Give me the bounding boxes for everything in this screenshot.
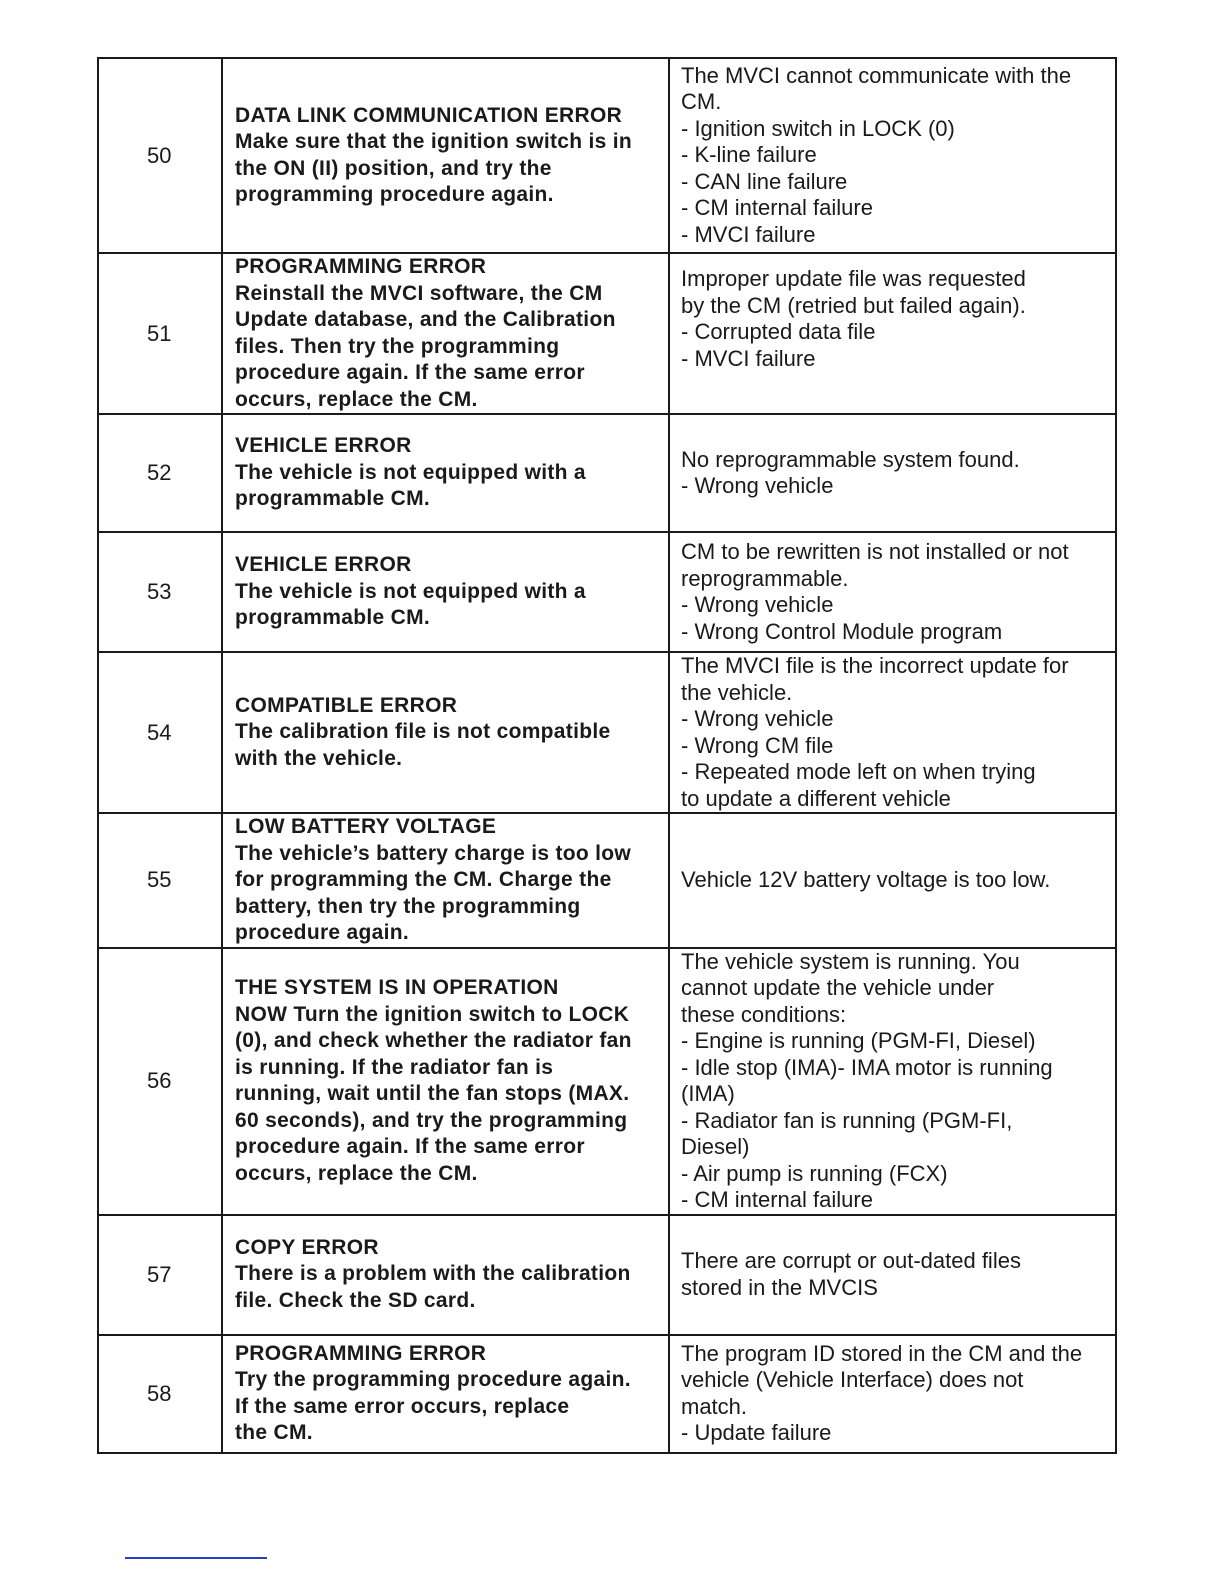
error-message [222, 414, 669, 532]
message-line: Try the programming procedure again. [235, 1368, 631, 1391]
cause-line: The vehicle system is running. You [681, 948, 1020, 974]
footer-divider [125, 1557, 267, 1559]
message-line: battery, then try the programming [235, 894, 581, 918]
error-code: 52 [98, 414, 222, 532]
error-cause [669, 532, 1116, 652]
error-code: 55 [98, 813, 222, 948]
message-line: procedure again. If the same error [235, 1135, 585, 1158]
message-line: for programming the CM. Charge the [235, 868, 612, 891]
error-code: 56 [98, 948, 222, 1215]
message-line: programming procedure again. [235, 183, 554, 206]
message-line: running, wait until the fan stops (MAX. [235, 1082, 630, 1105]
message-line: COMPATIBLE ERROR [235, 693, 458, 717]
message-line: VEHICLE ERROR [235, 553, 412, 577]
cause-line: by the CM (retried but failed again). [681, 292, 1026, 318]
message-line: DATA LINK COMMUNICATION ERROR [235, 103, 623, 127]
table-row [98, 813, 1116, 948]
error-message [222, 948, 669, 1215]
cause-line: The MVCI file is the incorrect update for [681, 653, 1069, 678]
error-code: 50 [98, 58, 222, 253]
message-line: 60 seconds), and try the programming [235, 1108, 628, 1132]
message-line: is running. If the radiator fan is [235, 1055, 554, 1079]
message-line: The vehicle’s battery charge is too low [235, 841, 632, 865]
error-code: 58 [98, 1335, 222, 1453]
message-line: If the same error occurs, replace [235, 1394, 570, 1418]
cause-line: - Radiator fan is running (PGM-FI, [681, 1107, 1013, 1133]
cause-line: - Repeated mode left on when trying [681, 759, 1036, 784]
error-cause [669, 948, 1116, 1215]
cause-line: - Wrong CM file [681, 732, 834, 758]
cause-line: - Engine is running (PGM-FI, Diesel) [681, 1028, 1036, 1053]
table-row [98, 948, 1116, 1215]
message-line: occurs, replace the CM. [235, 387, 478, 411]
cause-line: to update a different vehicle [681, 785, 951, 811]
message-line: procedure again. If the same error [235, 361, 585, 384]
cause-line: Improper update file was requested [681, 266, 1026, 291]
cause-line: - CM internal failure [681, 195, 873, 221]
error-cause [669, 813, 1116, 948]
message-line: programmable CM. [235, 487, 430, 511]
cause-line: vehicle (Vehicle Interface) does not [681, 1367, 1024, 1392]
table-row [98, 414, 1116, 532]
cause-line: - CM internal failure [681, 1187, 873, 1212]
cause-line: reprogrammable. [681, 565, 849, 591]
cause-line: - Wrong vehicle [681, 592, 834, 617]
message-line: files. Then try the programming [235, 334, 560, 358]
cause-line: - Wrong Control Module program [681, 618, 1003, 644]
error-message [222, 532, 669, 652]
error-cause [669, 253, 1116, 414]
error-cause [669, 1335, 1116, 1453]
error-code: 54 [98, 652, 222, 813]
error-message [222, 1215, 669, 1335]
cause-line: There are corrupt or out-dated files [681, 1248, 1021, 1273]
message-line: occurs, replace the CM. [235, 1161, 478, 1185]
error-code-table [97, 57, 1117, 1454]
table-row [98, 1215, 1116, 1335]
message-line: VEHICLE ERROR [235, 434, 412, 458]
cause-line: - K-line failure [681, 142, 817, 168]
message-line: Reinstall the MVCI software, the CM [235, 281, 603, 305]
cause-line: - Corrupted data file [681, 319, 876, 344]
cause-line: these conditions: [681, 1001, 847, 1027]
table-row [98, 532, 1116, 652]
table-row [98, 58, 1116, 253]
cause-line: - Idle stop (IMA)- IMA motor is running [681, 1054, 1053, 1080]
cause-line: - Update failure [681, 1420, 832, 1445]
message-line: PROGRAMMING ERROR [235, 255, 487, 278]
error-code: 51 [98, 253, 222, 414]
error-message [222, 58, 669, 253]
message-line: with the vehicle. [235, 746, 403, 770]
message-line: programmable CM. [235, 606, 430, 630]
message-line: COPY ERROR [235, 1235, 379, 1259]
cause-line: - MVCI failure [681, 345, 816, 371]
message-line: There is a problem with the calibration [235, 1262, 631, 1286]
error-cause [669, 414, 1116, 532]
cause-line: CM to be rewritten is not installed or not [681, 539, 1069, 564]
cause-line: CM. [681, 89, 722, 115]
cause-line: No reprogrammable system found. [681, 446, 1020, 472]
cause-line: (IMA) [681, 1081, 735, 1106]
cause-line: - Wrong vehicle [681, 706, 834, 731]
message-line: PROGRAMMING ERROR [235, 1341, 487, 1365]
cause-line: Vehicle 12V battery voltage is too low. [681, 867, 1051, 892]
cause-line: Diesel) [681, 1134, 750, 1159]
cause-line: - CAN line failure [681, 168, 848, 194]
error-code: 57 [98, 1215, 222, 1335]
message-line: The vehicle is not equipped with a [235, 460, 586, 484]
message-line: The calibration file is not compatible [235, 720, 611, 744]
error-cause [669, 1215, 1116, 1335]
cause-line: cannot update the vehicle under [681, 975, 995, 1000]
error-message [222, 253, 669, 414]
message-line: LOW BATTERY VOLTAGE [235, 815, 497, 838]
cause-line: - MVCI failure [681, 221, 816, 247]
message-line: Update database, and the Calibration [235, 308, 616, 331]
table-row [98, 253, 1116, 414]
cause-line: - Air pump is running (FCX) [681, 1160, 948, 1186]
message-line: NOW Turn the ignition switch to LOCK [235, 1002, 630, 1026]
error-code: 53 [98, 532, 222, 652]
error-message [222, 813, 669, 948]
error-cause [669, 652, 1116, 813]
cause-line: stored in the MVCIS [681, 1274, 878, 1300]
error-message [222, 652, 669, 813]
cause-line: - Ignition switch in LOCK (0) [681, 115, 955, 141]
message-line: The vehicle is not equipped with a [235, 579, 586, 603]
message-line: (0), and check whether the radiator fan [235, 1029, 632, 1052]
cause-line: The program ID stored in the CM and the [681, 1340, 1083, 1366]
cause-line: The MVCI cannot communicate with the [681, 62, 1072, 88]
table-row [98, 652, 1116, 813]
message-line: procedure again. [235, 921, 410, 944]
error-message [222, 1335, 669, 1453]
cause-line: the vehicle. [681, 679, 793, 705]
message-line: file. Check the SD card. [235, 1288, 476, 1312]
message-line: the CM. [235, 1421, 313, 1444]
message-line: Make sure that the ignition switch is in [235, 130, 633, 153]
cause-line: match. [681, 1393, 748, 1419]
table-row [98, 1335, 1116, 1453]
cause-line: - Wrong vehicle [681, 473, 834, 498]
error-cause [669, 58, 1116, 253]
message-line: THE SYSTEM IS IN OPERATION [235, 976, 559, 999]
message-line: the ON (II) position, and try the [235, 156, 552, 180]
